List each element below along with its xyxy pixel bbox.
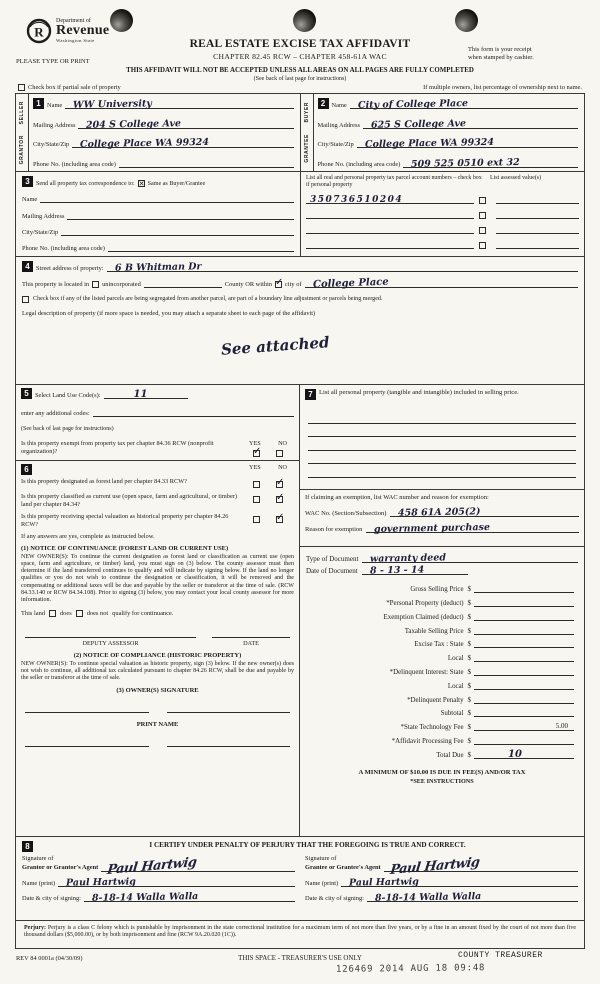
seller-section	[16, 94, 301, 171]
document-date-label: Date of Document	[306, 566, 358, 575]
money-row-line	[474, 695, 574, 704]
subheader-row	[18, 84, 582, 91]
forest-yes-checkbox[interactable]	[253, 481, 260, 488]
personal-property-line	[308, 410, 576, 424]
parcel-number-line	[306, 195, 474, 204]
parcel-row	[306, 195, 579, 204]
wac-number-line	[390, 507, 579, 517]
does-label: does	[59, 609, 72, 617]
dept-logo-icon	[26, 18, 52, 44]
buyer-name-line	[350, 99, 578, 109]
forest-land-question: Is this property designated as forest land per chapter 84.33 RCW?	[21, 478, 187, 485]
segregation-label: Check box if any of the listed parcels are being segregated from another parcel, are part of a boundary line adjustment or parcels being merged.	[33, 296, 383, 302]
assessed-value-line	[496, 195, 579, 204]
compliance-notice-heading: (2) NOTICE OF COMPLIANCE (HISTORIC PROPERTY)	[73, 651, 242, 659]
additional-codes-line	[93, 407, 294, 417]
money-row	[306, 750, 578, 759]
money-row	[306, 722, 578, 731]
current-use-yes-checkbox[interactable]	[253, 496, 260, 503]
grantor-signature-label1: Signature of	[22, 855, 54, 863]
personal-property-label: List all personal property (tangible and intangible) included in selling price.	[319, 389, 519, 396]
historic-yes-checkbox[interactable]	[253, 516, 260, 523]
if-yes-note: If any answers are yes, complete as instructed below.	[21, 533, 155, 541]
grantee-signature-label2: Grantee or Grantee's Agent	[305, 863, 381, 871]
fee-rows	[306, 580, 578, 759]
technology-fee-value: 5.00	[555, 722, 568, 731]
continuance-notice-text: NEW OWNER(S): To continue the current designation as forest land or classification as current use (open space, farm and agriculture, or timber) land, you must sign on (3) below. The county assessor must then determine if the land transferred continues to qualify and will indicate by signing below. If the land no longer qualifies or you do not wish to continue the designation or classification, it will be removed and the compensating or additional taxes will be due and payable by the seller or transferor at the time of sale. (RCW 84.33.140 or RCW 84.34.108). Prior to signing (3) below, you may contact your local county assessor for more information.	[21, 554, 294, 603]
personal-property-checkbox[interactable]	[479, 197, 486, 204]
corr-phone-line	[108, 242, 294, 252]
seller-phone-line	[119, 158, 294, 168]
buyer-phone-label: Phone No. (including area code)	[317, 160, 401, 168]
money-row	[306, 598, 578, 607]
buyer-city-line	[357, 137, 578, 151]
current-use-no-checkbox[interactable]	[276, 496, 283, 503]
qualify-label: qualify for continuance.	[112, 609, 174, 617]
deputy-assessor-row	[21, 630, 294, 647]
land-use-code-value: 11	[133, 389, 148, 400]
money-row	[306, 626, 578, 635]
section-1-number: 1	[33, 98, 44, 109]
land-use-section	[16, 385, 299, 461]
money-row	[306, 736, 578, 745]
total-due-value: 10	[508, 748, 522, 760]
seller-address-value: 204 S College Ave	[86, 117, 182, 131]
money-row-line	[474, 653, 574, 662]
grantee-date-city-label: Date & city of signing:	[305, 895, 364, 902]
grantor-name-value: Paul Hartwig	[66, 876, 137, 889]
money-row-label: Total Due	[436, 751, 464, 759]
deputy-assessor-line	[25, 630, 196, 638]
form-body	[15, 93, 585, 949]
section-2-number: 2	[318, 98, 329, 109]
parcel-row	[306, 240, 579, 249]
money-row	[306, 612, 578, 621]
see-attached-note: See attached	[220, 333, 331, 359]
punch-hole	[293, 9, 316, 32]
assessed-value-line	[496, 240, 579, 249]
grantor-name-print-label: Name (print)	[22, 880, 56, 887]
grantor-date-city-line	[84, 892, 295, 902]
no-header: NO	[278, 439, 287, 447]
land-use-label: Select Land Use Code(s):	[35, 392, 101, 399]
parcel-row	[306, 210, 579, 219]
dept-name: Revenue	[56, 23, 110, 38]
dollar-sign: $	[467, 696, 471, 704]
seller-city-line	[72, 137, 293, 151]
money-row-label: *Affidavit Processing Fee	[391, 738, 464, 746]
completion-warning: THIS AFFIDAVIT WILL NOT BE ACCEPTED UNLESS ALL AREAS ON ALL PAGES ARE FULLY COMPLETED	[126, 67, 474, 74]
see-instructions-note: *SEE INSTRUCTIONS	[410, 777, 474, 785]
city-name-line	[305, 276, 578, 291]
page-title: REAL ESTATE EXCISE TAX AFFIDAVIT	[189, 38, 411, 50]
corr-name-label: Name	[22, 196, 38, 204]
section-8-number: 8	[22, 841, 33, 852]
land-does-checkbox[interactable]	[49, 610, 56, 617]
money-row-line	[474, 667, 574, 676]
money-row-line	[474, 708, 574, 717]
receipt-note-line2: when stamped by cashier.	[468, 54, 534, 62]
does-not-label: does not	[86, 609, 109, 617]
assessor-date-line	[212, 630, 290, 638]
deputy-assessor-label: DEPUTY ASSESSOR	[82, 639, 139, 647]
punch-hole	[110, 9, 133, 32]
parcel-header: List all real and personal property tax parcel account numbers – check box if personal property	[306, 175, 482, 188]
receipt-note-line1: This form is your receipt	[468, 46, 532, 53]
seller-name-label: Name	[47, 102, 63, 109]
current-use-question: Is this property classified as current use (open space, farm and agricultural, or timber) land per chapter 84.34?	[21, 493, 237, 508]
seller-side-top: SELLER	[19, 101, 25, 125]
buyer-side-top: BUYER	[303, 101, 310, 123]
money-row	[306, 708, 578, 717]
money-row-line	[474, 681, 574, 690]
money-row-label: *Delinquent Penalty	[407, 696, 464, 704]
continuance-notice-heading: (1) NOTICE OF CONTINUANCE (FOREST LAND OR CURRENT USE)	[21, 545, 229, 553]
cashier-stamp: 126469 2014 AUG 18 09:48	[335, 963, 486, 975]
located-in-label: This property is located in	[22, 281, 90, 288]
land-does-not-checkbox[interactable]	[76, 610, 83, 617]
parcel-number-line	[306, 225, 474, 234]
money-row	[306, 681, 578, 690]
exempt-yes-checkbox[interactable]	[253, 450, 260, 457]
dollar-sign: $	[467, 655, 471, 663]
grantee-date-city-value: 8-18-14 Walla Walla	[374, 891, 482, 904]
dept-sub: Washington State	[56, 38, 95, 43]
personal-property-checkbox[interactable]	[479, 227, 486, 234]
corr-address-label: Mailing Address	[22, 212, 65, 220]
money-row-line	[474, 736, 574, 745]
assessed-value-line	[496, 210, 579, 219]
seller-city-label: City/State/Zip	[33, 141, 70, 149]
seller-side-label	[16, 94, 29, 171]
dollar-sign: $	[467, 600, 471, 608]
city-checkbox[interactable]	[275, 281, 282, 288]
money-row-label: Excise Tax : State	[414, 641, 464, 649]
segregation-checkbox[interactable]	[22, 296, 29, 303]
print-name-label: PRINT NAME	[136, 721, 179, 729]
seller-name-line	[65, 99, 293, 109]
exemption-label: If claiming an exemption, list WAC number and reason for exemption:	[305, 493, 489, 501]
current-use-question-row	[21, 493, 294, 508]
grantor-date-city-value: 8-18-14 Walla Walla	[91, 891, 199, 904]
street-address-value: 6 B Whitman Dr	[114, 261, 202, 274]
no-header: NO	[278, 464, 287, 471]
dollar-sign: $	[467, 751, 471, 759]
exempt-question: Is this property exempt from property tax per chapter 84.36 RCW (nonprofit organization)?	[21, 439, 214, 455]
document-type-line	[362, 553, 578, 563]
corr-name-line	[40, 193, 294, 203]
forest-no-checkbox[interactable]	[276, 481, 283, 488]
section-3-number: 3	[22, 176, 33, 187]
grantee-name-value: Paul Hartwig	[349, 876, 420, 889]
grantee-date-city-line	[367, 892, 578, 902]
print-name-line	[25, 739, 149, 747]
section-5-number: 5	[21, 388, 32, 399]
owner-signature-line	[167, 705, 291, 713]
document-date-line	[362, 565, 468, 575]
personal-property-checkbox[interactable]	[479, 242, 486, 249]
exemption-reason-label: Reason for exemption	[305, 525, 363, 533]
document-type-value: warranty deed	[370, 551, 447, 565]
forest-land-question-row	[21, 478, 294, 488]
money-row-line	[474, 722, 574, 731]
money-row-label: *State Technology Fee	[400, 724, 464, 732]
section-4-number: 4	[22, 261, 33, 272]
city-name-value: College Place	[312, 276, 389, 291]
exemption-reason-line	[366, 523, 579, 533]
print-name-line	[167, 739, 291, 747]
buyer-phone-value: 509 525 0510 ext 32	[411, 157, 521, 170]
county-treasurer-label: COUNTY TREASURER	[458, 951, 543, 960]
seller-phone-label: Phone No. (including area code)	[33, 160, 116, 168]
money-row-line	[474, 598, 574, 607]
unincorporated-label: unincorporated	[102, 281, 141, 288]
dollar-sign: $	[467, 738, 471, 746]
receipt-note	[468, 46, 586, 63]
money-row	[306, 584, 578, 593]
dept-line1: Department of	[56, 18, 91, 24]
parcel-row	[306, 225, 579, 234]
money-row-line	[474, 584, 574, 593]
document-type-label: Type of Document	[306, 554, 359, 563]
buyer-name-label: Name	[331, 102, 347, 109]
personal-property-line	[308, 437, 576, 451]
dollar-sign: $	[467, 586, 471, 594]
parties-row	[16, 94, 584, 172]
land-use-code-line	[104, 389, 188, 399]
grantee-signature: Paul Hartwig	[388, 854, 480, 879]
historic-question-row	[21, 513, 294, 528]
dollar-sign: $	[467, 627, 471, 635]
assessed-value-header: List assessed value(s)	[490, 175, 542, 181]
rev-number: REV 84 0001a (04/30/09)	[16, 955, 83, 962]
buyer-city-label: City/State/Zip	[317, 141, 354, 149]
assessor-date-label: DATE	[243, 639, 259, 647]
same-as-buyer-checkbox[interactable]	[138, 180, 145, 187]
owner-signature-lines	[21, 705, 294, 713]
classification-section	[16, 461, 299, 836]
tax-correspondence-section	[16, 172, 584, 257]
revenue-logo	[26, 18, 109, 44]
grantee-signature-line	[384, 854, 578, 879]
buyer-address-line	[363, 119, 578, 129]
grantor-date-city-label: Date & city of signing:	[22, 895, 81, 902]
send-correspondence-label: Send all property tax correspondence to:	[36, 181, 135, 187]
certification-section	[16, 837, 584, 921]
legal-description-label: Legal description of property (if more space is needed, you may attach a separate sheet to each page of the affidavit)	[22, 310, 316, 317]
grantee-signature-block	[305, 855, 578, 902]
svg-text:R: R	[34, 24, 44, 40]
certify-statement: I CERTIFY UNDER PENALTY OF PERJURY THAT THE FOREGOING IS TRUE AND CORRECT.	[149, 841, 466, 849]
section-7-number: 7	[305, 389, 316, 400]
grantor-signature-line	[101, 854, 295, 879]
money-row-label: Subtotal	[440, 710, 464, 718]
grantee-signature-label1: Signature of	[305, 855, 337, 863]
grantor-signature-label2: Grantor or Grantor's Agent	[22, 863, 99, 871]
money-row-label: Local	[447, 682, 464, 690]
grantor-signature-block	[22, 855, 295, 902]
money-row-line	[474, 639, 574, 648]
money-row	[306, 695, 578, 704]
seller-city-value: College Place WA 99324	[80, 137, 210, 151]
buyer-city-value: College Place WA 99324	[364, 137, 494, 151]
buyer-name-value: City of College Place	[357, 98, 468, 111]
dollar-sign: $	[467, 682, 471, 690]
exemption-section	[300, 490, 584, 537]
wac-number-value: 458 61A 205(2)	[398, 505, 481, 519]
money-row-line	[474, 626, 574, 635]
money-row-label: Taxable Selling Price	[404, 627, 464, 635]
county-line	[144, 279, 222, 288]
exemption-reason-value: government purchase	[374, 521, 491, 535]
dollar-sign: $	[467, 724, 471, 732]
land-qualify-row	[21, 610, 294, 617]
dollar-sign: $	[467, 641, 471, 649]
personal-property-line	[308, 424, 576, 438]
section-6-number: 6	[21, 464, 32, 475]
money-row	[306, 639, 578, 648]
perjury-text: Perjury is a class C felony which is punishable by imprisonment in the state correctional institution for a maximum term of not more than five years, or by a fine in an amount fixed by the court of not more than five thousand dollars ($5,000.00), or by both imprisonment and fine (RCW 9A.20.020 (1C)).	[24, 925, 577, 939]
money-row-label: Local	[447, 655, 464, 663]
city-of-label: city of	[285, 281, 302, 288]
dept-logo-text	[56, 18, 109, 44]
parcel-number-line	[306, 210, 474, 219]
print-name-lines	[21, 739, 294, 747]
treasurer-space-note: THIS SPACE - TREASURER'S USE ONLY	[238, 955, 362, 962]
personal-property-section	[300, 385, 584, 480]
sec5-see-back-note: (See back of last page for instructions)	[21, 425, 114, 432]
punch-hole	[455, 9, 478, 32]
owners-signature-heading: (3) OWNER(S) SIGNATURE	[116, 687, 199, 695]
corr-city-label: City/State/Zip	[22, 228, 59, 236]
multiple-owners-note: If multiple owners, list percentage of ownership next to name.	[423, 84, 582, 91]
partial-sale-checkbox[interactable]	[18, 84, 25, 91]
compliance-notice-text: NEW OWNER(S): To continue special valuation as historic property, sign (3) below. If the new owner(s) does not wish to continue, all additional tax calculated pursuant to chapter 84.26 RCW, shall be due and payable by the seller or transferor at the time of sale.	[21, 660, 294, 682]
seller-name-value: WW University	[73, 98, 153, 111]
personal-property-line	[308, 464, 576, 478]
assessed-value-line	[496, 225, 579, 234]
money-row-label: *Delinquent Interest: State	[389, 669, 464, 677]
money-row	[306, 653, 578, 662]
wac-number-label: WAC No. (Section/Subsection)	[305, 509, 387, 517]
dollar-sign: $	[467, 669, 471, 677]
buyer-section	[301, 94, 585, 171]
perjury-note	[16, 921, 584, 943]
grantor-name-line	[58, 877, 295, 887]
parcel-list	[301, 172, 584, 256]
county-or-label: County OR within	[224, 281, 273, 288]
grantee-name-line	[341, 877, 578, 887]
unincorporated-checkbox[interactable]	[92, 281, 99, 288]
buyer-address-label: Mailing Address	[317, 121, 360, 129]
money-row-line	[474, 750, 574, 759]
yes-header: YES	[249, 439, 261, 447]
corr-phone-label: Phone No. (including area code)	[22, 245, 105, 252]
this-land-label: This land	[21, 609, 45, 617]
buyer-side-label	[301, 94, 314, 171]
grantor-signature: Paul Hartwig	[106, 854, 198, 879]
money-row-label: Gross Selling Price	[410, 586, 464, 594]
parcel-number-line	[306, 240, 474, 249]
seller-address-label: Mailing Address	[33, 121, 76, 129]
perjury-bold: Perjury:	[24, 925, 46, 931]
same-as-buyer-label: Same as Buyer/Grantee	[147, 181, 206, 187]
partial-sale-label: Check box if partial sale of property	[28, 84, 121, 91]
dollar-sign: $	[467, 710, 471, 718]
money-row	[306, 667, 578, 676]
historic-question: Is this property receiving special valuation as historical property per chapter 84.26 RCW?	[21, 513, 229, 528]
corr-city-line	[61, 226, 294, 236]
owner-signature-line	[25, 705, 149, 713]
street-address-line	[107, 262, 578, 272]
document-date-value: 8 - 13 - 14	[369, 564, 424, 576]
see-back-note: (See back of last page for instructions)	[253, 76, 347, 82]
yes-header: YES	[249, 464, 261, 471]
buyer-side-bottom: GRANTEE	[303, 134, 310, 164]
corr-address-line	[67, 210, 294, 220]
chapter-subtitle: CHAPTER 82.45 RCW – CHAPTER 458-61A WAC	[213, 52, 387, 61]
buyer-address-value: 625 S College Ave	[370, 117, 467, 131]
tax-computation-section	[300, 547, 584, 837]
title-block	[150, 38, 450, 61]
money-row-label: *Personal Property (deduct)	[386, 600, 464, 608]
parcel-number-value: 350736510204	[310, 194, 404, 205]
seller-side-bottom: GRANTOR	[19, 134, 25, 164]
property-location-section	[16, 257, 584, 385]
buyer-phone-line	[403, 158, 578, 168]
exempt-no-checkbox[interactable]	[276, 450, 283, 457]
personal-property-line	[308, 451, 576, 465]
money-row-label: Exemption Claimed (deduct)	[383, 613, 464, 621]
type-or-print-note: PLEASE TYPE OR PRINT	[16, 58, 90, 65]
historic-no-checkbox[interactable]	[276, 516, 283, 523]
minimum-due-note: A MINIMUM OF $10.00 IS DUE IN FEE(S) AND/OR TAX	[358, 768, 526, 776]
seller-address-line	[78, 119, 293, 129]
grantee-name-print-label: Name (print)	[305, 880, 339, 887]
personal-property-checkbox[interactable]	[479, 212, 486, 219]
street-address-label: Street address of property:	[36, 265, 104, 272]
additional-codes-label: enter any additional codes:	[21, 410, 90, 418]
middle-columns	[16, 385, 584, 837]
exempt-question-row	[21, 440, 294, 457]
dollar-sign: $	[467, 613, 471, 621]
money-row-line	[474, 612, 574, 621]
